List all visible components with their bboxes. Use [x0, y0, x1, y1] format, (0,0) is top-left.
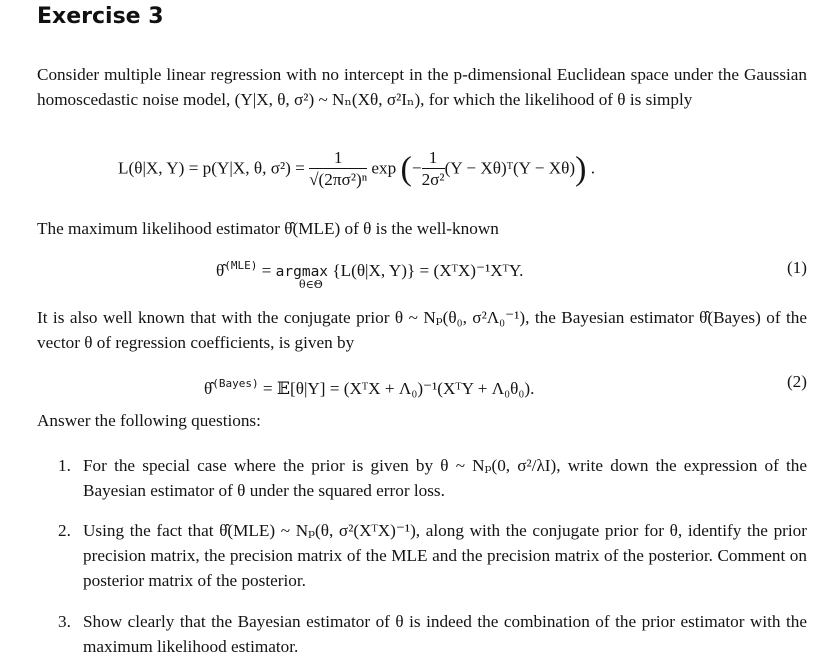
- right-paren: ): [575, 150, 587, 188]
- question-text: For the special case where the prior is given by θ ~ Nₚ(0, σ²/λI), write down the expression of the Bayesian estimator of θ under the squared error loss.: [83, 456, 807, 500]
- equation-2: [204, 372, 534, 401]
- answer-intro: Answer the following questions:: [37, 411, 261, 430]
- eq1-sup: (MLE): [224, 259, 258, 272]
- eq2-sup: (Bayes): [212, 377, 259, 390]
- intro-paragraph: Consider multiple linear regression with no intercept in the p-dimensional Euclidean space under the Gaussian homoscedastic noise model, (Y|X, θ, σ²) ~ Nₙ(Xθ, σ²Iₙ), for which the likelihood of θ is simply: [37, 65, 807, 109]
- question-1: [58, 453, 807, 503]
- eq1-equals: =: [261, 261, 272, 280]
- likelihood-equation: L(θ|X, Y) = p(Y|X, θ, σ²) = $\frac{1}{\text{√(2πσ²)ⁿ}}$ exp (− $\frac{1}{\text{2σ²}}$ (Y − Xθ)ᵀ(Y − Xθ)) .: [118, 148, 596, 189]
- question-number: 1.: [58, 456, 71, 475]
- eq1-number: (1): [786, 258, 807, 277]
- equation-1: [216, 254, 523, 284]
- question-text: Show clearly that the Bayesian estimator of θ is indeed the combination of the prior estimator with the maximum likelihood estimator.: [83, 612, 807, 656]
- eq1-argmax: argmax: [275, 264, 329, 280]
- mle-intro: The maximum likelihood estimator θ̂(MLE) of θ is the well-known: [37, 219, 499, 238]
- question-2: [58, 518, 807, 593]
- inner-rest: (Y − Xθ)ᵀ(Y − Xθ): [444, 158, 576, 178]
- question-3: [58, 609, 807, 659]
- likelihood-end: .: [590, 158, 596, 178]
- eq1-rhs: {L(θ|X, Y)} = (XᵀX)⁻¹XᵀY.: [332, 261, 524, 280]
- likelihood-frac-num: 1: [309, 148, 367, 169]
- likelihood-fraction: [309, 148, 367, 191]
- inner-fraction: [422, 148, 445, 191]
- eq1-under: θ∈Θ: [299, 278, 323, 291]
- likelihood-lhs: L(θ|X, Y) = p(Y|X, θ, σ²) =: [118, 158, 305, 178]
- eq1-theta: θ̂: [216, 261, 225, 280]
- bayes-intro: It is also well known that with the conjugate prior θ ~ Nₚ(θ₀, σ²Λ₀⁻¹), the Bayesian estimator θ̂(Bayes) of the vector θ of regression coefficients, is given by: [37, 308, 807, 352]
- question-text: Using the fact that θ̂(MLE) ~ Nₚ(θ, σ²(XᵀX)⁻¹), along with the conjugate prior for θ, identify the prior precision matrix, the precision matrix of the MLE and the precision matrix of the posterior. Comment on posterior matrix of the posterior.: [83, 521, 807, 590]
- exercise-title: Exercise 3: [37, 4, 164, 29]
- likelihood-exp: exp: [371, 158, 397, 178]
- eq2-theta: θ̂: [204, 379, 213, 398]
- eq2-rhs: = 𝔼[θ|Y] = (XᵀX + Λ₀)⁻¹(XᵀY + Λ₀θ₀).: [262, 379, 535, 398]
- likelihood-frac-den: √(2πσ²)ⁿ: [309, 170, 368, 189]
- question-number: 3.: [58, 612, 71, 631]
- left-paren: (: [400, 150, 412, 188]
- eq2-number: (2): [786, 372, 807, 391]
- inner-frac-num: 1: [422, 148, 445, 169]
- inner-frac-den: 2σ²: [421, 170, 445, 189]
- question-number: 2.: [58, 521, 71, 540]
